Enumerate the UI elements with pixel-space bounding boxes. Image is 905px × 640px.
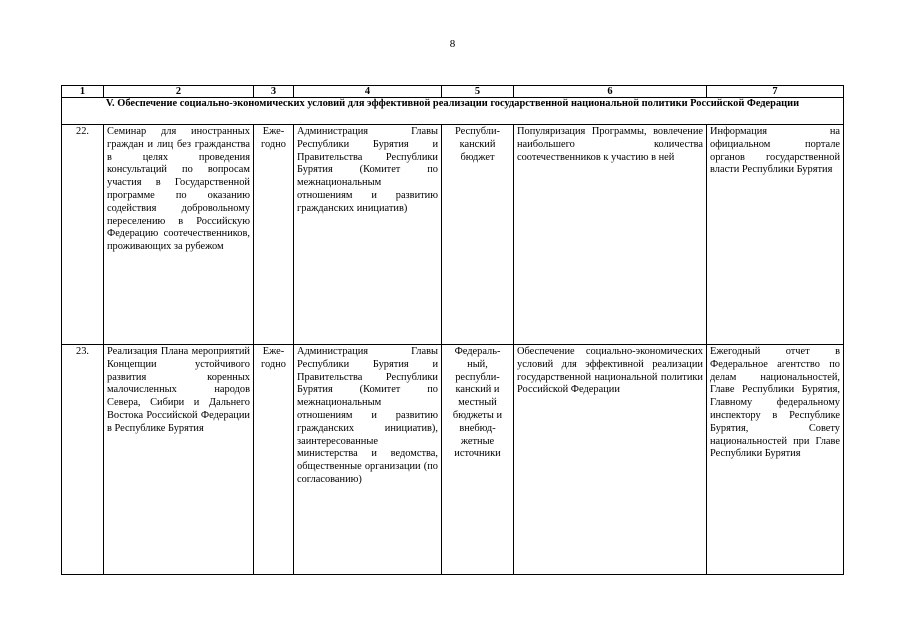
column-number: 1 xyxy=(62,86,104,98)
executor-cell: Администрация Главы Республики Бурятия и Правительства Республики Бурятия (Комитет по межнациональным отношениям и развитию гражданских инициатив), заинтересованные министерства и ведомства, общественные организации (по согласованию) xyxy=(294,345,442,575)
expected-result-cell: Обеспечение социально-экономических условий для эффективной реализации государственной национальной политики Российской Федерации xyxy=(514,345,707,575)
event-cell: Семинар для иностранных граждан и лиц без гражданства в целях проведения консультаций по вопросам участия в Государственной программе по оказанию содействия добровольному переселению в Российскую Федерацию соотечественников, проживающих за рубежом xyxy=(104,125,254,345)
section-row xyxy=(62,98,844,125)
event-cell: Реализация Плана мероприятий Концепции устойчивого развития коренных малочисленных народов Севера, Сибири и Дальнего Востока Российской Федерации в Республике Бурятия xyxy=(104,345,254,575)
column-number-row xyxy=(62,86,844,98)
section-title: V. Обеспечение социально-экономических условий для эффективной реализации государственной национальной политики Российской Федерации xyxy=(62,98,844,125)
funding-source-cell: Республи-канский бюджет xyxy=(442,125,514,345)
expected-result-cell: Популяризация Программы, вовлечение наибольшего количества соотечественников к участию в ней xyxy=(514,125,707,345)
period-cell: Еже-годно xyxy=(254,345,294,575)
report-form-cell: Информация на официальном портале органов государственной власти Республики Бурятия xyxy=(707,125,844,345)
row-number: 22. xyxy=(62,125,104,345)
column-number: 2 xyxy=(104,86,254,98)
column-number: 3 xyxy=(254,86,294,98)
column-number: 5 xyxy=(442,86,514,98)
period-cell: Еже-годно xyxy=(254,125,294,345)
column-number: 4 xyxy=(294,86,442,98)
executor-cell: Администрация Главы Республики Бурятия и Правительства Республики Бурятия (Комитет по межнациональным отношениям и развитию гражданских инициатив) xyxy=(294,125,442,345)
column-number: 7 xyxy=(707,86,844,98)
column-number: 6 xyxy=(514,86,707,98)
funding-source-cell: Федераль-ный, республи-канский и местный бюджеты и внебюд-жетные источники xyxy=(442,345,514,575)
table-row xyxy=(62,345,844,575)
page-number: 8 xyxy=(449,38,456,50)
report-form-cell: Ежегодный отчет в Федеральное агентство по делам национальностей, Главе Республики Бурятия, Главному федеральному инспектору в Республике Бурятия, Совету национальностей при Главе Республики Бурятия xyxy=(707,345,844,575)
row-number: 23. xyxy=(62,345,104,575)
plan-table xyxy=(61,85,844,575)
table-row xyxy=(62,125,844,345)
